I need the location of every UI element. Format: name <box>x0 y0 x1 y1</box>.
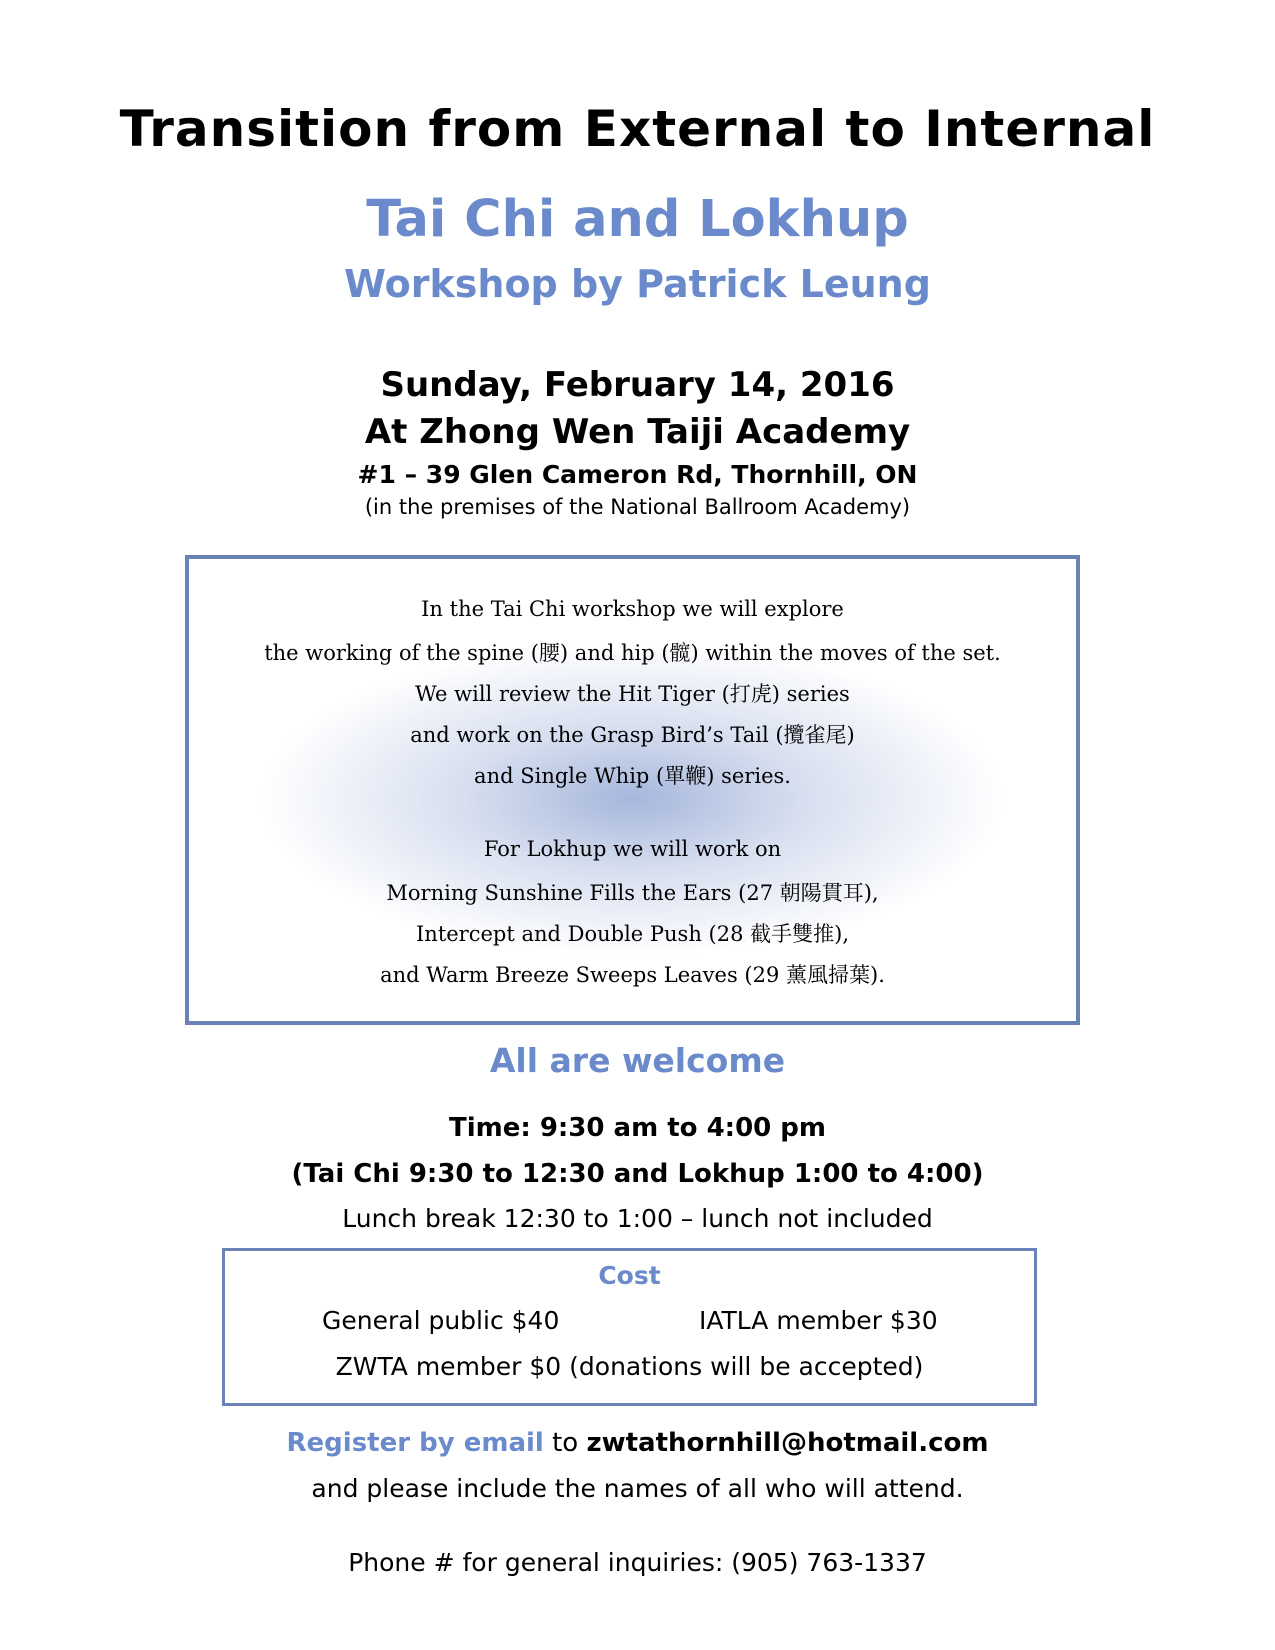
event-date: Sunday, February 14, 2016 <box>380 365 895 405</box>
description-line: Intercept and Double Push (28 截手雙推), <box>416 922 849 946</box>
cost-iatla-member: IATLA member $30 <box>699 1306 938 1335</box>
cost-zwta-member: ZWTA member $0 (donations will be accepted) <box>335 1352 924 1381</box>
description-line: and Warm Breeze Sweeps Leaves (29 薰風掃葉). <box>380 963 885 987</box>
description-line: and Single Whip (單鞭) series. <box>474 764 791 788</box>
contact-phone: Phone # for general inquiries: (905) 763-1337 <box>348 1548 927 1577</box>
event-venue: At Zhong Wen Taiji Academy <box>364 412 911 452</box>
schedule-breakdown: (Tai Chi 9:30 to 12:30 and Lokhup 1:00 to 4:00) <box>291 1159 984 1189</box>
register-to: to <box>543 1428 587 1458</box>
welcome-heading: All are welcome <box>489 1041 786 1080</box>
workshop-byline: Workshop by Patrick Leung <box>344 262 931 306</box>
event-premises-note: (in the premises of the National Ballroom Academy) <box>364 495 911 519</box>
cost-title: Cost <box>598 1261 661 1290</box>
cost-general-public: General public $40 <box>322 1306 560 1335</box>
schedule-time: Time: 9:30 am to 4:00 pm <box>449 1113 826 1143</box>
register-lead: Register by email <box>286 1428 544 1458</box>
description-line: For Lokhup we will work on <box>483 837 782 861</box>
flyer-title: Transition from External to Internal <box>119 100 1156 158</box>
description-box <box>185 555 1080 1025</box>
register-line <box>0 1428 1275 1458</box>
cost-box <box>222 1248 1037 1406</box>
description-line: In the Tai Chi workshop we will explore <box>421 597 844 621</box>
register-email-link[interactable]: zwtathornhill@hotmail.com <box>586 1428 989 1458</box>
description-line: Morning Sunshine Fills the Ears (27 朝陽貫耳), <box>386 881 879 905</box>
workshop-subtitle: Tai Chi and Lokhup <box>366 190 909 249</box>
register-note: and please include the names of all who will attend. <box>311 1474 964 1503</box>
description-line: the working of the spine (腰) and hip (髋) within the moves of the set. <box>264 641 1001 665</box>
description-line: We will review the Hit Tiger (打虎) series <box>415 682 850 706</box>
schedule-lunch: Lunch break 12:30 to 1:00 – lunch not included <box>342 1204 933 1233</box>
event-address: #1 – 39 Glen Cameron Rd, Thornhill, ON <box>357 460 918 489</box>
description-line: and work on the Grasp Bird’s Tail (攬雀尾) <box>410 723 855 747</box>
